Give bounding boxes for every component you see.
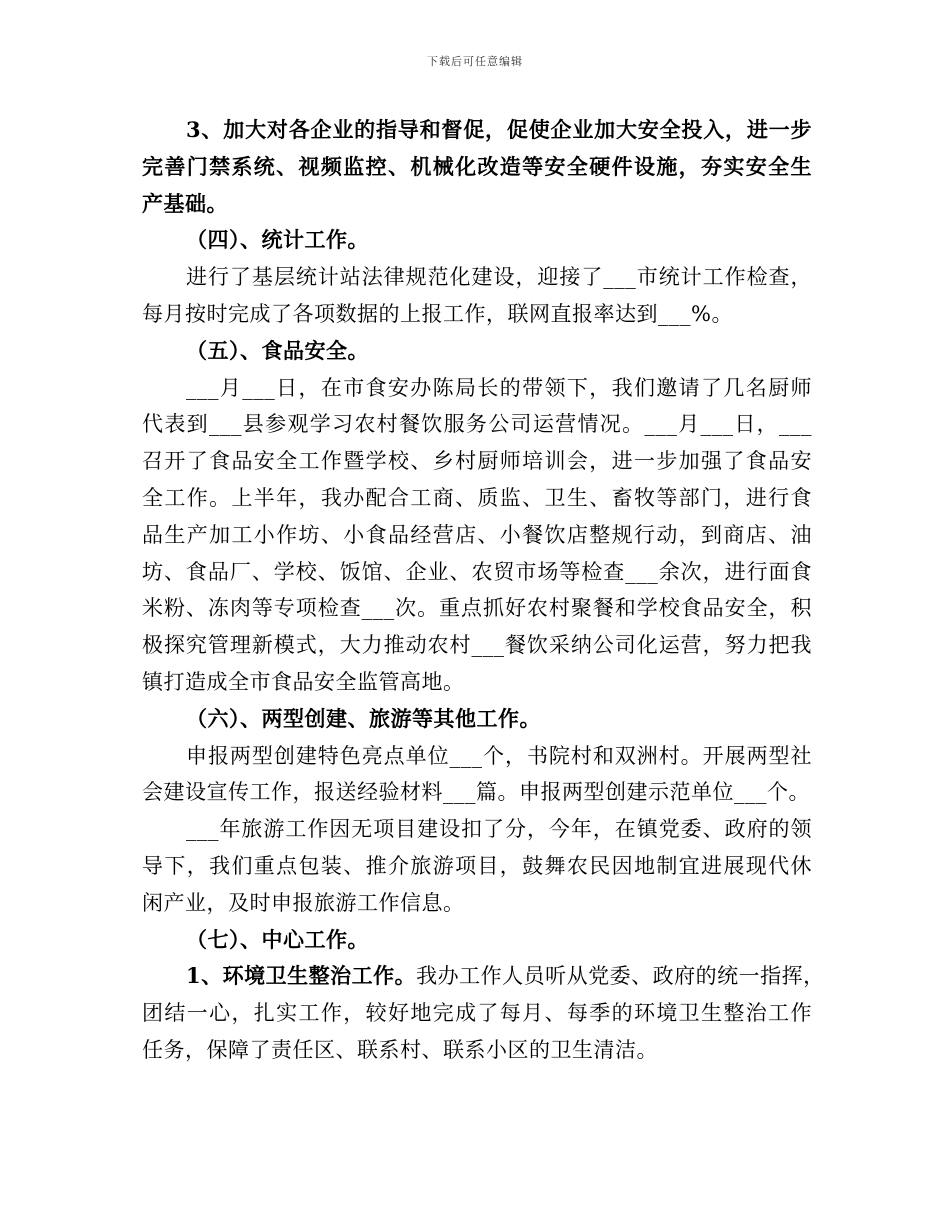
page-header: 下载后可任意编辑: [427, 55, 523, 68]
text-line: 完善门禁系统、视频监控、机械化改造等安全硬件设施，夯实安全生: [142, 153, 812, 179]
section-heading-central-work: [142, 922, 812, 959]
paragraph-statistics: [142, 259, 812, 333]
text-line: ___月___日，在市食安办陈局长的带领下，我们邀请了几名厨师: [186, 375, 812, 400]
text-line: 每月按时完成了各项数据的上报工作，联网直报率达到___%。: [142, 301, 733, 326]
text-line: 镇打造成全市食品安全监管高地。: [142, 669, 465, 694]
paragraph-safety-investment: [142, 112, 812, 222]
text-line: 产基础。: [142, 190, 228, 216]
lead-bold-text: 1、环境卫生整治工作。: [186, 963, 417, 989]
heading-line: （六）、两型创建、旅游等其他工作。: [186, 705, 541, 731]
text-line: 品生产加工小作坊、小食品经营店、小餐饮店整规行动，到商店、油: [142, 522, 812, 547]
text-line: 导下，我们重点包装、推介旅游项目，鼓舞农民因地制宜进展现代休: [142, 853, 812, 878]
section-heading-statistics: [142, 222, 812, 259]
text-line: ___年旅游工作因无项目建设扣了分，今年，在镇党委、政府的领: [186, 817, 812, 842]
text-line: 任务，保障了责任区、联系村、联系小区的卫生清洁。: [142, 1037, 658, 1062]
paragraph-two-type-creation: [142, 738, 812, 812]
text-line: 会建设宣传工作，报送经验材料___篇。申报两型创建示范单位___个。: [142, 780, 810, 805]
text-line: 申报两型创建特色亮点单位___个，书院村和双洲村。开展两型社: [186, 743, 812, 768]
text-line: 团结一心，扎实工作，较好地完成了每月、每季的环境卫生整治工作: [142, 1001, 812, 1026]
text-line: [142, 958, 825, 995]
text-line: 米粉、冻肉等专项检查___次。重点抓好农村聚餐和学校食品安全，积: [142, 596, 812, 621]
heading-line: （七）、中心工作。: [186, 926, 369, 952]
paragraph-food-safety: [142, 370, 812, 701]
paragraph-environmental-sanitation: [142, 958, 825, 1068]
text-line: 进行了基层统计站法律规范化建设，迎接了___市统计工作检查，: [186, 265, 812, 290]
text-line: 全工作。上半年，我办配合工商、质监、卫生、畜牧等部门，进行食: [142, 485, 812, 510]
text-line: 极探究管理新模式，大力推动农村___餐饮采纳公司化运营，努力把我: [142, 633, 812, 658]
section-heading-two-type-tourism: [142, 701, 812, 738]
text-line: 坊、食品厂、学校、饭馆、企业、农贸市场等检查___余次，进行面食: [142, 559, 812, 584]
document-body: [142, 112, 825, 1069]
text-line: 代表到___县参观学习农村餐饮服务公司运营情况。___月___日，___: [142, 412, 812, 437]
paragraph-tourism: [142, 811, 812, 921]
text-span: 我办工作人员听从党委、政府的统一指挥，: [416, 964, 825, 989]
text-line: 召开了食品安全工作暨学校、乡村厨师培训会，进一步加强了食品安: [142, 449, 812, 474]
text-line: 3、加大对各企业的指导和督促，促使企业加大安全投入，进一步: [186, 117, 812, 142]
heading-line: （四）、统计工作。: [186, 227, 369, 253]
section-heading-food-safety: [142, 333, 812, 370]
heading-line: （五）、食品安全。: [186, 337, 369, 363]
text-line: 闲产业，及时申报旅游工作信息。: [142, 890, 465, 915]
